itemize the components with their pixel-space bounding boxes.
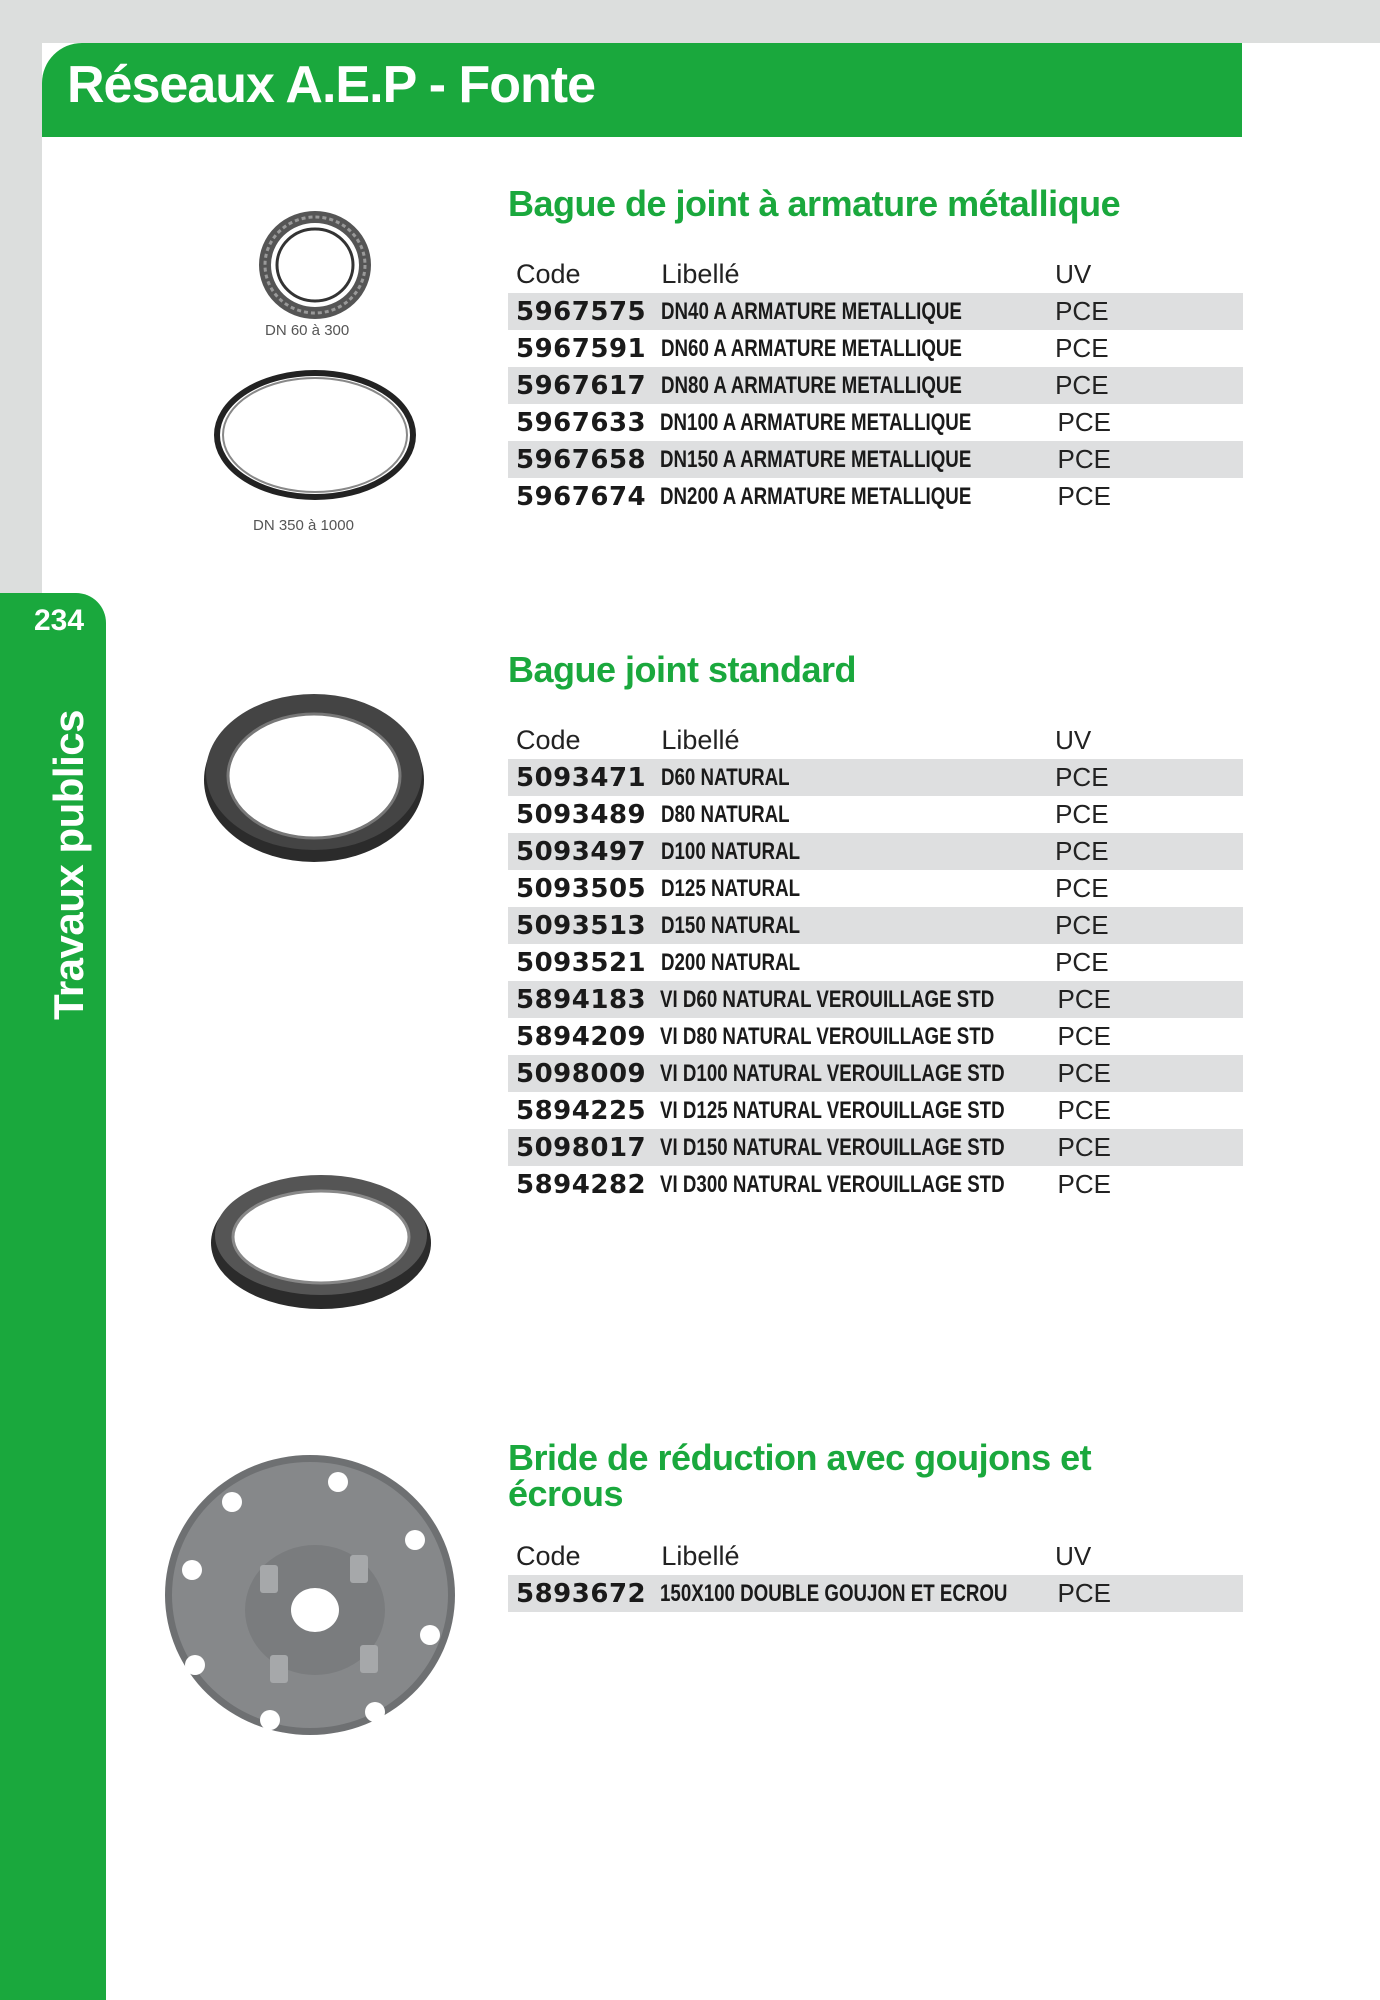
cell-code: 5967617 xyxy=(516,370,647,401)
cell-libelle: DN150 A ARMATURE METALLIQUE xyxy=(659,445,971,473)
table-row xyxy=(508,293,1243,330)
product-table xyxy=(508,1538,1243,1612)
header-code: Code xyxy=(516,725,581,755)
section-metal-ring xyxy=(508,183,1243,515)
section-flange xyxy=(508,1437,1148,1612)
table-row xyxy=(508,907,1243,944)
table-row xyxy=(508,981,1243,1018)
product-table xyxy=(508,256,1243,515)
cell-code: 5967674 xyxy=(516,481,647,512)
cell-libelle: D100 NATURAL xyxy=(661,837,801,865)
metal-ring-small-icon xyxy=(255,210,375,320)
section-title: Bague joint standard xyxy=(508,649,857,690)
cell-libelle: D60 NATURAL xyxy=(661,763,791,791)
cell-uv: PCE xyxy=(1057,1132,1111,1162)
table-row xyxy=(508,1092,1243,1129)
cell-code: 5093505 xyxy=(516,873,647,904)
section-title: Bague de joint à armature métallique xyxy=(508,183,1121,224)
table-body xyxy=(508,759,1243,1203)
cell-uv: PCE xyxy=(1055,910,1109,940)
table-row xyxy=(508,759,1243,796)
table-row xyxy=(508,330,1243,367)
table-row xyxy=(508,478,1243,515)
table-body xyxy=(508,1575,1243,1612)
cell-libelle: D150 NATURAL xyxy=(661,911,801,939)
reduction-flange-icon xyxy=(160,1450,460,1740)
table-row xyxy=(508,944,1243,981)
cell-code: 5893672 xyxy=(516,1578,647,1609)
header-code: Code xyxy=(516,1541,581,1571)
cell-uv: PCE xyxy=(1055,370,1109,400)
cell-uv: PCE xyxy=(1057,481,1111,511)
table-header xyxy=(508,722,1243,759)
cell-libelle: VI D80 NATURAL VEROUILLAGE STD xyxy=(659,1022,994,1050)
cell-code: 5967633 xyxy=(516,407,647,438)
cell-code: 5967575 xyxy=(516,296,647,327)
product-table xyxy=(508,722,1243,1203)
cell-code: 5894225 xyxy=(516,1095,647,1126)
left-margin-band xyxy=(0,0,42,600)
cell-libelle: 150X100 DOUBLE GOUJON ET ECROU xyxy=(659,1579,1007,1607)
header-libelle: Libellé xyxy=(661,1541,740,1571)
table-header xyxy=(508,1538,1243,1575)
cell-code: 5098017 xyxy=(516,1132,647,1163)
page-title: Réseaux A.E.P - Fonte xyxy=(67,56,596,114)
section-standard-ring xyxy=(508,649,1243,1203)
table-row xyxy=(508,367,1243,404)
table-row xyxy=(508,870,1243,907)
table-row xyxy=(508,1166,1243,1203)
cell-uv: PCE xyxy=(1055,296,1109,326)
cell-libelle: DN80 A ARMATURE METALLIQUE xyxy=(661,371,963,399)
table-row xyxy=(508,1129,1243,1166)
cell-uv: PCE xyxy=(1055,333,1109,363)
chapter-label: Travaux publics xyxy=(45,710,92,1020)
table-row xyxy=(508,404,1243,441)
table-row xyxy=(508,1055,1243,1092)
table-row xyxy=(508,441,1243,478)
cell-uv: PCE xyxy=(1057,1169,1111,1199)
cell-libelle: D125 NATURAL xyxy=(661,874,801,902)
cell-libelle: DN100 A ARMATURE METALLIQUE xyxy=(659,408,971,436)
cell-uv: PCE xyxy=(1057,1578,1111,1608)
cell-libelle: D200 NATURAL xyxy=(661,948,801,976)
table-row xyxy=(508,796,1243,833)
cell-uv: PCE xyxy=(1055,762,1109,792)
cell-uv: PCE xyxy=(1055,799,1109,829)
cell-libelle: DN200 A ARMATURE METALLIQUE xyxy=(659,482,971,510)
section-title: Bride de réduction avec goujons et écrous xyxy=(508,1437,1092,1514)
cell-libelle: DN40 A ARMATURE METALLIQUE xyxy=(661,297,963,325)
cell-uv: PCE xyxy=(1057,1095,1111,1125)
table-header xyxy=(508,256,1243,293)
table-body xyxy=(508,293,1243,515)
page-number: 234 xyxy=(34,604,85,637)
header-libelle: Libellé xyxy=(661,259,740,289)
rubber-ring-icon xyxy=(198,680,430,870)
cell-code: 5093497 xyxy=(516,836,647,867)
cell-code: 5967591 xyxy=(516,333,647,364)
cell-libelle: VI D60 NATURAL VEROUILLAGE STD xyxy=(659,985,994,1013)
table-row xyxy=(508,1018,1243,1055)
cell-code: 5093521 xyxy=(516,947,647,978)
table-row xyxy=(508,833,1243,870)
header-uv: UV xyxy=(1055,1541,1092,1571)
header-uv: UV xyxy=(1055,725,1092,755)
cell-code: 5098009 xyxy=(516,1058,647,1089)
cell-code: 5894209 xyxy=(516,1021,647,1052)
cell-uv: PCE xyxy=(1057,407,1111,437)
cell-uv: PCE xyxy=(1057,1021,1111,1051)
header-uv: UV xyxy=(1055,259,1092,289)
cell-libelle: VI D300 NATURAL VEROUILLAGE STD xyxy=(659,1170,1005,1198)
cell-code: 5894282 xyxy=(516,1169,647,1200)
ring-caption-small: DN 60 à 300 xyxy=(265,322,350,339)
cell-uv: PCE xyxy=(1055,873,1109,903)
header-code: Code xyxy=(516,259,581,289)
cell-code: 5093471 xyxy=(516,762,647,793)
locking-ring-icon xyxy=(205,1165,437,1315)
cell-libelle: DN60 A ARMATURE METALLIQUE xyxy=(661,334,963,362)
cell-code: 5894183 xyxy=(516,984,647,1015)
top-band xyxy=(0,0,1380,43)
cell-code: 5093513 xyxy=(516,910,647,941)
metal-ring-large-icon xyxy=(210,365,420,505)
cell-libelle: VI D125 NATURAL VEROUILLAGE STD xyxy=(659,1096,1005,1124)
cell-libelle: VI D150 NATURAL VEROUILLAGE STD xyxy=(659,1133,1005,1161)
cell-uv: PCE xyxy=(1055,947,1109,977)
cell-code: 5967658 xyxy=(516,444,647,475)
table-row xyxy=(508,1575,1243,1612)
cell-code: 5093489 xyxy=(516,799,647,830)
header-libelle: Libellé xyxy=(661,725,740,755)
ring-caption-large: DN 350 à 1000 xyxy=(253,517,354,534)
cell-libelle: D80 NATURAL xyxy=(661,800,791,828)
cell-uv: PCE xyxy=(1057,984,1111,1014)
cell-uv: PCE xyxy=(1057,1058,1111,1088)
cell-uv: PCE xyxy=(1057,444,1111,474)
cell-libelle: VI D100 NATURAL VEROUILLAGE STD xyxy=(659,1059,1005,1087)
header-bar xyxy=(42,43,1242,137)
cell-uv: PCE xyxy=(1055,836,1109,866)
